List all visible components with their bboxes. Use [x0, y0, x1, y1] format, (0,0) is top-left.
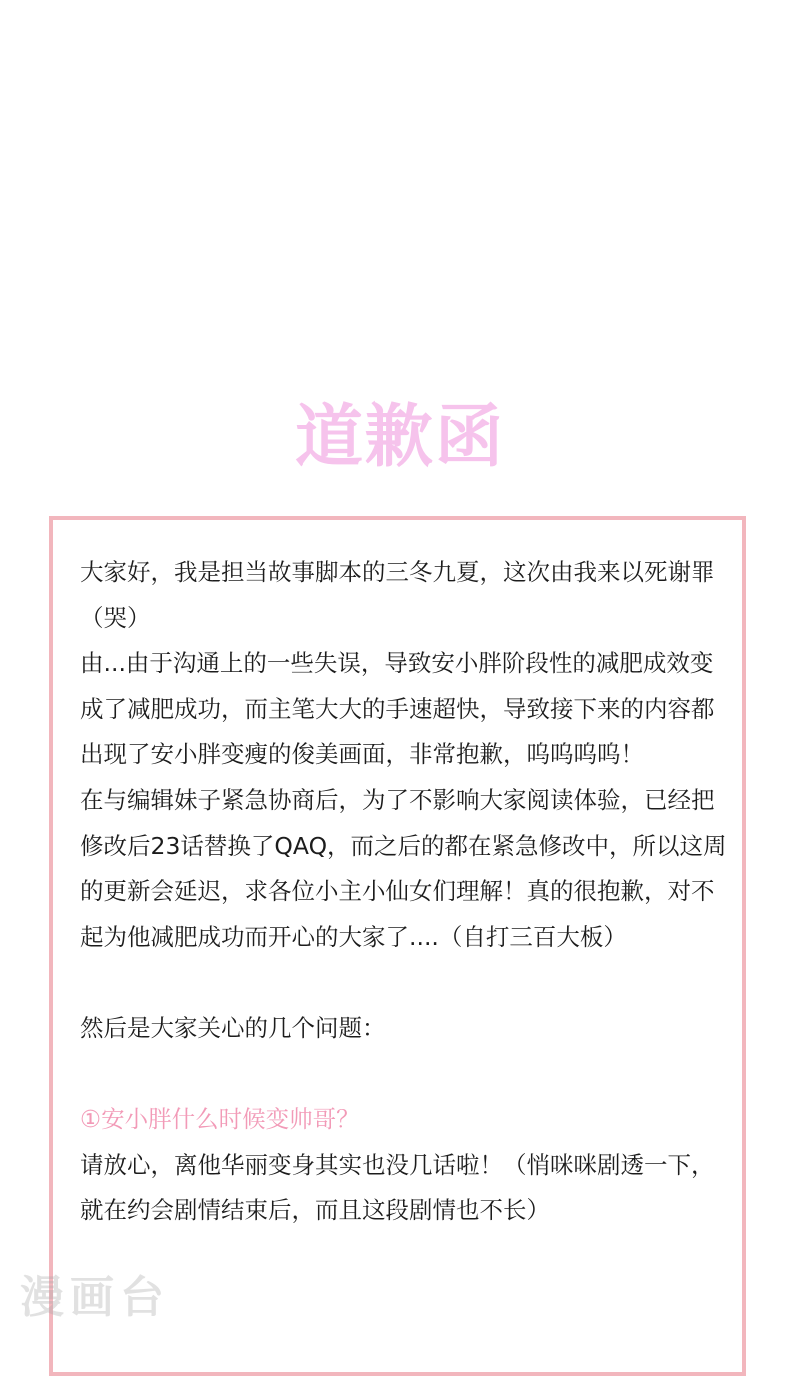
paragraph-spacer — [80, 1052, 730, 1098]
letter-box — [49, 516, 746, 1376]
faq-intro: 然后是大家关心的几个问题： — [80, 1013, 386, 1042]
explanation-paragraph: 由...由于沟通上的一些失误，导致安小胖阶段性的减肥成效变成了减肥成功，而主笔大大的手速超快，导致接下来的内容都出现了安小胖变瘦的俊美画面，非常抱歉，呜呜呜呜！ — [80, 649, 715, 769]
answer-1: 请放心，离他华丽变身其实也没几话啦！（悄咪咪剧透一下，就在约会剧情结束后，而且这段剧情也不长） — [80, 1150, 715, 1225]
letter-body — [80, 550, 730, 1234]
greeting-paragraph: 大家好，我是担当故事脚本的三冬九夏，这次由我来以死谢罪（哭） — [80, 558, 715, 632]
update-notice-paragraph: 在与编辑妹子紧急协商后，为了不影响大家阅读体验，已经把修改后23话替换了QAQ，而之后的都在紧急修改中，所以这周的更新会延迟，求各位小主小仙女们理解！真的很抱歉，对不起为他减肥成功而开心的大家了....（自打三百大板） — [80, 785, 727, 951]
question-1: ①安小胖什么时候变帅哥？ — [80, 1105, 360, 1134]
letter-title: 道歉函 — [294, 398, 505, 477]
paragraph-spacer — [80, 960, 730, 1006]
watermark-logo: 漫画台 — [20, 1272, 170, 1323]
